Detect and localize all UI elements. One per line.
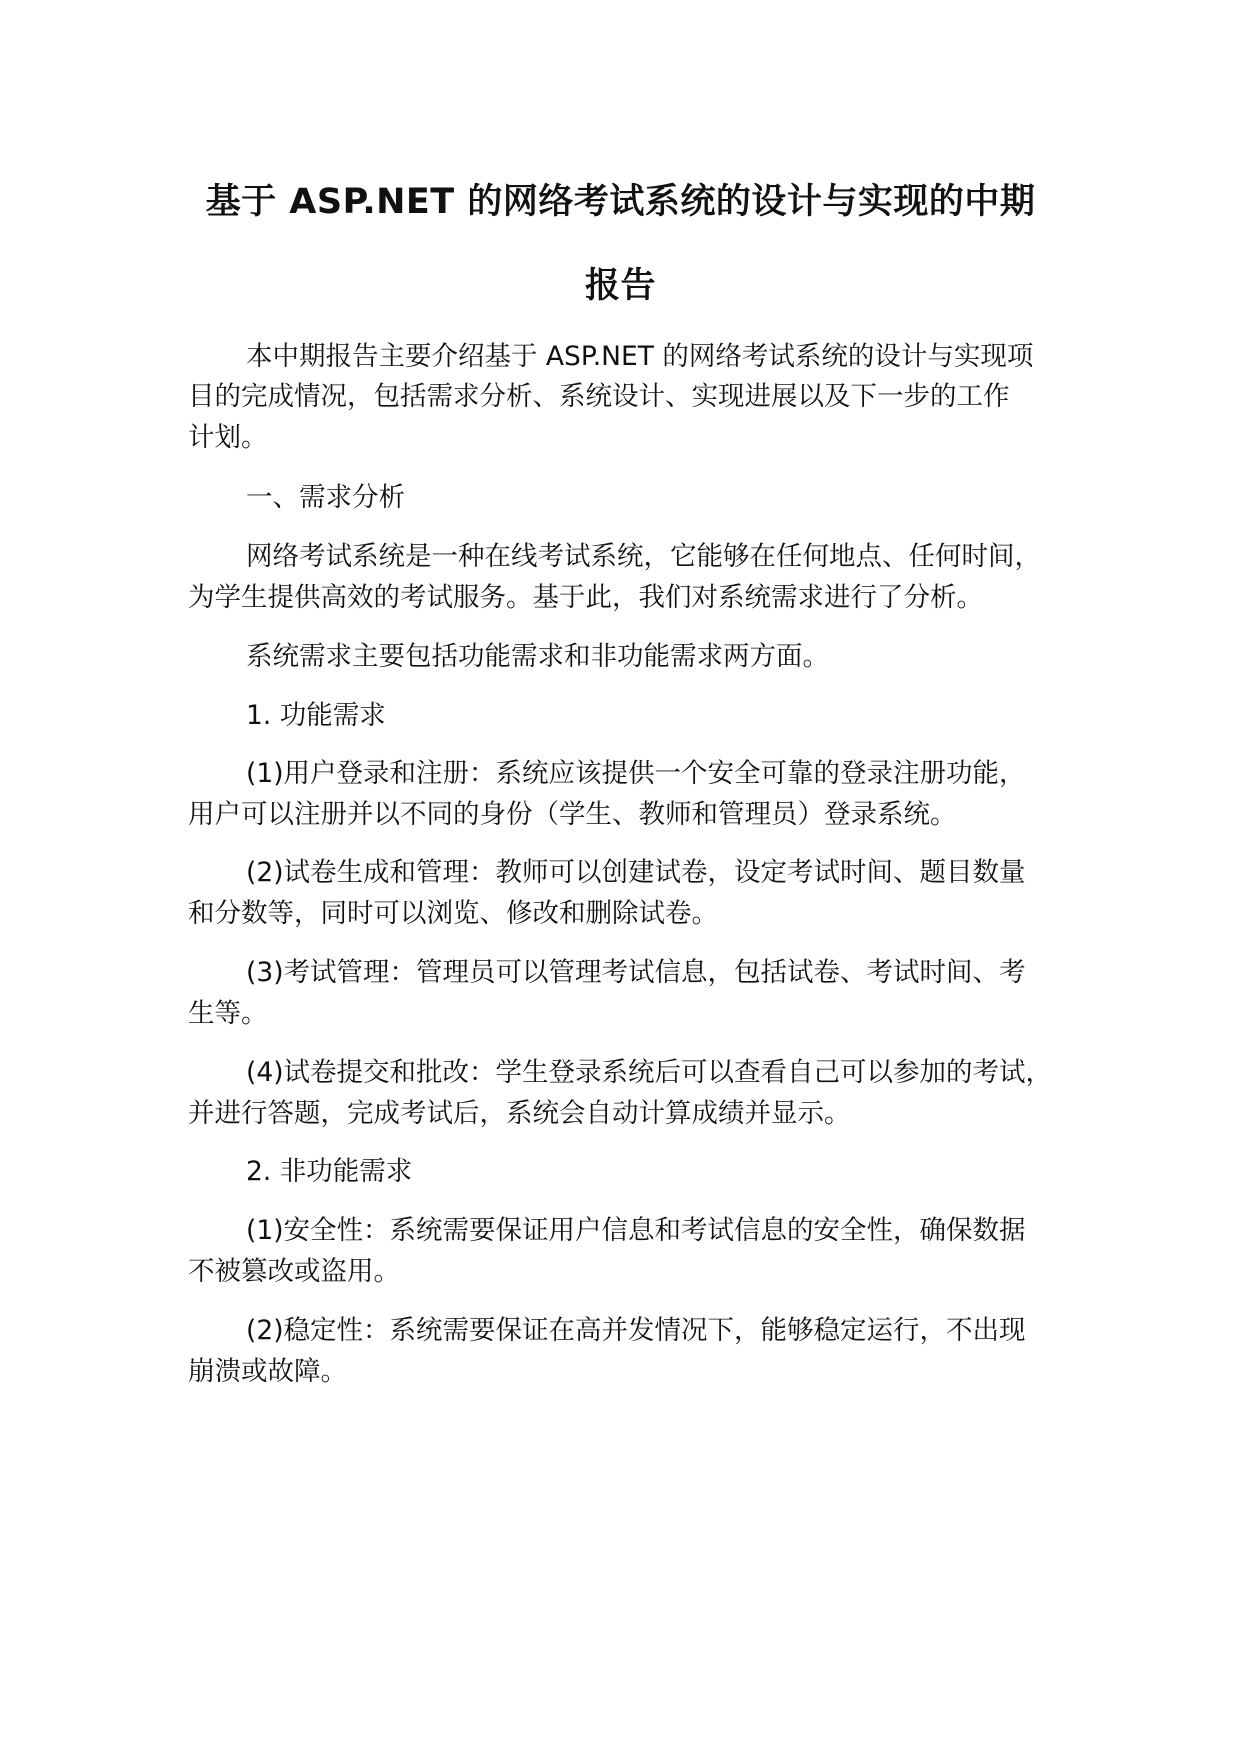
intro-line-3: 计划。 <box>188 422 268 453</box>
func-item-4-line-1: (4)试卷提交和批改：学生登录系统后可以查看自己可以参加的考试， <box>246 1057 1053 1088</box>
func-item-3-line-1: (3)考试管理：管理员可以管理考试信息，包括试卷、考试时间、考 <box>246 957 1026 988</box>
nonfunc-item-2-line-1: (2)稳定性：系统需要保证在高并发情况下，能够稳定运行，不出现 <box>246 1315 1026 1346</box>
para1-line-1: 网络考试系统是一种在线考试系统，它能够在任何地点、任何时间， <box>246 541 1041 572</box>
nonfunc-item-1-line-2: 不被篡改或盗用。 <box>188 1256 400 1287</box>
para2: 系统需求主要包括功能需求和非功能需求两方面。 <box>246 641 829 672</box>
func-item-1-line-2: 用户可以注册并以不同的身份（学生、教师和管理员）登录系统。 <box>188 799 957 830</box>
func-item-3-line-2: 生等。 <box>188 998 268 1029</box>
document-title-line-1: 基于 ASP.NET 的网络考试系统的设计与实现的中期 <box>205 182 1036 222</box>
para1-line-2: 为学生提供高效的考试服务。基于此，我们对系统需求进行了分析。 <box>188 582 983 613</box>
nonfunc-item-2-line-2: 崩溃或故障。 <box>188 1356 347 1387</box>
intro-line-2: 目的完成情况，包括需求分析、系统设计、实现进展以及下一步的工作 <box>188 381 1010 412</box>
functional-requirements-heading: 1. 功能需求 <box>246 700 386 731</box>
nonfunctional-requirements-heading: 2. 非功能需求 <box>246 1156 413 1187</box>
func-item-4-line-2: 并进行答题，完成考试后，系统会自动计算成绩并显示。 <box>188 1098 851 1129</box>
func-item-1-line-1: (1)用户登录和注册：系统应该提供一个安全可靠的登录注册功能， <box>246 758 1026 789</box>
func-item-2-line-1: (2)试卷生成和管理：教师可以创建试卷，设定考试时间、题目数量 <box>246 857 1026 888</box>
intro-line-1: 本中期报告主要介绍基于 ASP.NET 的网络考试系统的设计与实现项 <box>246 341 1034 372</box>
nonfunc-item-1-line-1: (1)安全性：系统需要保证用户信息和考试信息的安全性，确保数据 <box>246 1215 1026 1246</box>
document-title-line-2: 报告 <box>584 266 656 306</box>
section-heading-requirements: 一、需求分析 <box>246 482 405 513</box>
func-item-2-line-2: 和分数等，同时可以浏览、修改和删除试卷。 <box>188 898 718 929</box>
